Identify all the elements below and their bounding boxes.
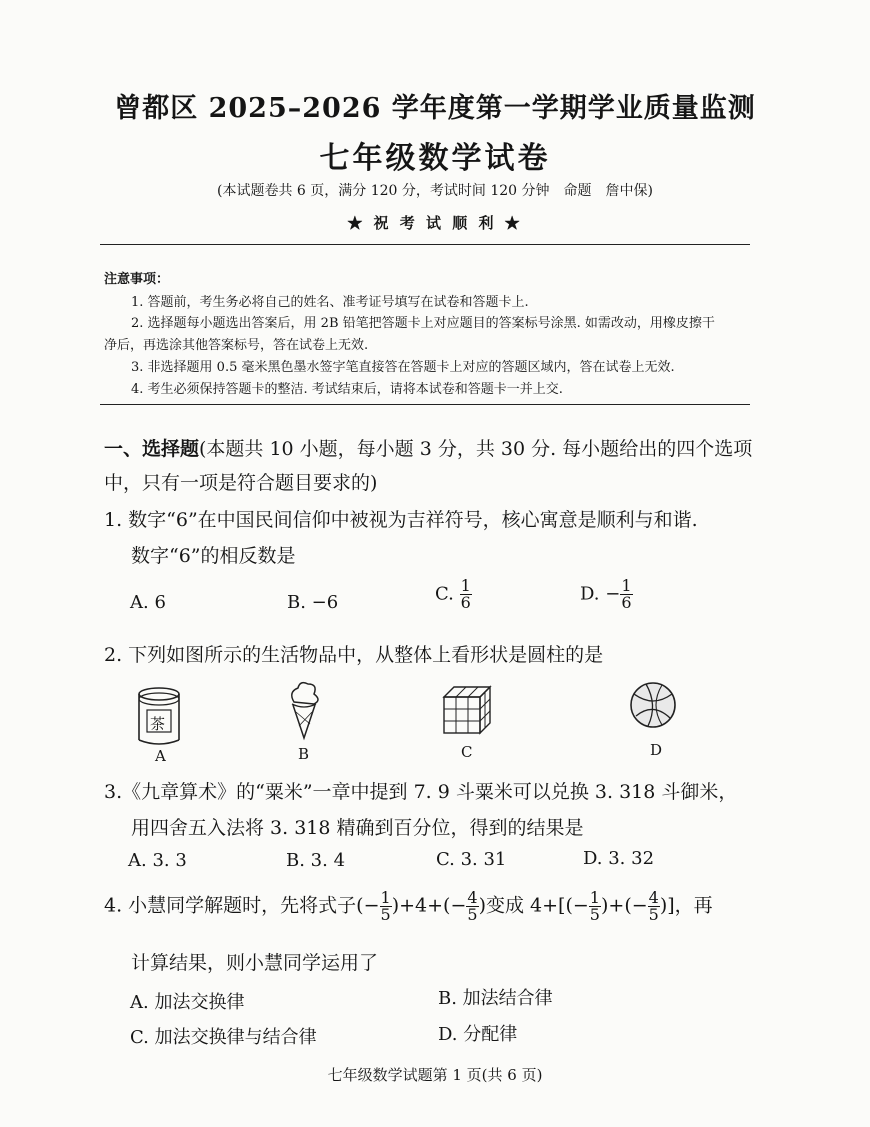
fraction	[466, 890, 478, 923]
denominator: 6	[460, 593, 471, 612]
figure-label-b: B	[298, 745, 310, 763]
q4-text-part: )+4+(−	[391, 894, 467, 917]
q1-stem: 1. 数字“6”在中国民间信仰中被视为吉祥符号，核心寓意是顺利与和谐.	[104, 509, 698, 531]
q1-stem-cont: 数字“6”的相反数是	[131, 545, 296, 567]
q3-option-c: C. 3. 31	[436, 849, 507, 870]
top-divider	[100, 244, 750, 245]
tea-can-label: 茶	[150, 715, 166, 733]
note-item: 2. 选择题每小题选出答案后，用 2B 铅笔把答题卡上对应题目的答案标号涂黑. 如需改动，用橡皮擦干	[131, 316, 715, 331]
exam-title: 曾都区 2025–2026 学年度第一学期学业质量监测	[114, 93, 756, 124]
q4-stem	[104, 890, 713, 923]
q3-option-d: D. 3. 32	[583, 848, 655, 869]
denominator: 5	[589, 905, 600, 924]
numerator: 4	[467, 888, 478, 907]
q4-text-part: )+(−	[600, 894, 648, 917]
numerator: 1	[460, 576, 471, 595]
q4-option-c: C. 加法交换律与结合律	[130, 1027, 317, 1048]
q1-option-a: A. 6	[130, 592, 166, 613]
q3-stem: 3.《九章算术》的“粟米”一章中提到 7. 9 斗粟米可以兑换 3. 318 斗御米，	[104, 781, 738, 803]
section-desc-cont: 中，只有一项是符合题目要求的)	[104, 472, 378, 494]
figure-label-a: A	[155, 747, 166, 765]
q4-option-b: B. 加法结合律	[438, 988, 553, 1009]
denominator: 5	[380, 905, 391, 924]
section-desc: (本题共 10 小题，每小题 3 分，共 30 分. 每小题给出的四个选项	[199, 438, 753, 460]
q1-option-c-label: C.	[435, 583, 454, 605]
section-title: 一、选择题	[104, 438, 200, 460]
numerator: 1	[621, 576, 632, 595]
note-item: 4. 考生必须保持答题卡的整洁. 考试结束后，请将本试卷和答题卡一并上交.	[131, 382, 563, 397]
q3-stem-cont: 用四舍五入法将 3. 318 精确到百分位，得到的结果是	[131, 817, 584, 839]
q4-option-d: D. 分配律	[438, 1024, 518, 1045]
q4-stem-cont: 计算结果，则小慧同学运用了	[131, 952, 379, 974]
page-footer: 七年级数学试题第 1 页(共 6 页)	[327, 1066, 543, 1084]
exam-subtitle: 七年级数学试卷	[319, 141, 551, 176]
q1-option-b: B. −6	[287, 592, 339, 613]
fraction	[648, 890, 660, 923]
q1-option-d-label: D. −	[580, 583, 621, 605]
figure-label-d: D	[650, 741, 663, 759]
numerator: 1	[380, 888, 391, 907]
denominator: 6	[621, 593, 632, 612]
fraction	[380, 890, 392, 923]
q3-option-a: A. 3. 3	[128, 850, 187, 871]
q4-text-part: 4. 小慧同学解题时，先将式子(−	[104, 894, 380, 917]
fraction	[620, 578, 632, 611]
note-item: 3. 非选择题用 0.5 毫米黑色墨水签字笔直接答在答题卡上对应的答题区域内，答在试卷上无效.	[131, 360, 675, 375]
exam-info: (本试题卷共 6 页，满分 120 分，考试时间 120 分钟 命题 詹中保)	[217, 183, 653, 199]
note-item: 净后，再选涂其他答案标号，答在试卷上无效.	[104, 338, 369, 353]
basketball-figure	[628, 680, 678, 730]
fraction	[460, 578, 472, 611]
q4-text-part: )]，再	[659, 894, 713, 917]
fraction	[589, 890, 601, 923]
q2-stem: 2. 下列如图所示的生活物品中，从整体上看形状是圆柱的是	[104, 644, 604, 666]
rubiks-cube-figure	[440, 683, 494, 737]
good-luck-line: ★ 祝 考 试 顺 利 ★	[347, 214, 523, 232]
ice-cream-figure	[284, 680, 324, 742]
numerator: 1	[589, 888, 600, 907]
denominator: 5	[467, 905, 478, 924]
q4-text-part: )变成 4+[(−	[478, 894, 589, 917]
q3-option-b: B. 3. 4	[286, 850, 346, 871]
notes-heading: 注意事项：	[104, 272, 170, 287]
notes-divider	[100, 404, 750, 405]
q4-option-a: A. 加法交换律	[130, 992, 245, 1013]
figure-label-c: C	[461, 743, 473, 761]
numerator: 4	[648, 888, 659, 907]
section-heading	[104, 434, 752, 461]
note-item: 1. 答题前，考生务必将自己的姓名、准考证号填写在试卷和答题卡上.	[131, 295, 529, 310]
q1-option-c	[435, 578, 472, 611]
q1-option-d	[580, 578, 633, 611]
denominator: 5	[648, 905, 659, 924]
